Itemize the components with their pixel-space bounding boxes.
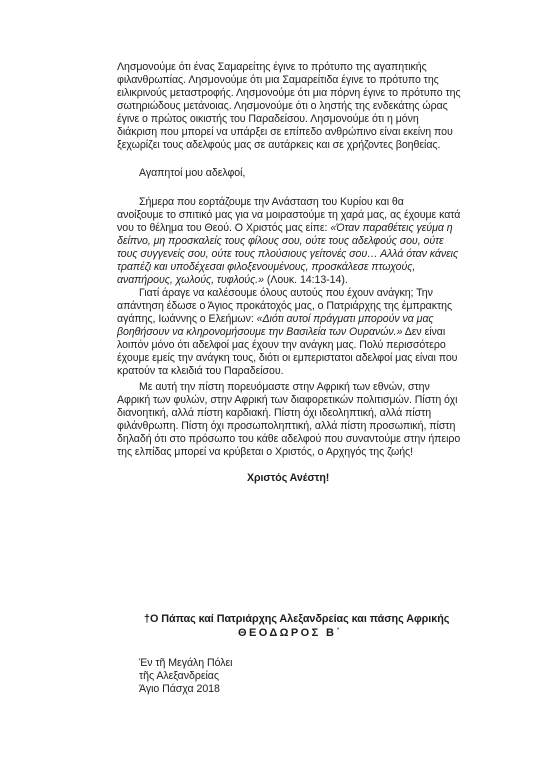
text-line: ειλικρινούς μεταστροφής. Λησμονούμε ότι μια πόρνη έγινε το πρότυπο της [117, 87, 461, 99]
place-line: τῆς Αλεξανδρείας [139, 670, 219, 682]
quote-line: τους συγγενείς σου, ούτε τους πλούσιους γείτονές σου… Αλλά όταν κάνεις [117, 248, 459, 260]
text-line: έγινε ο πρώτος οικιστής του Παραδείσου. Λησμονούμε ότι η μόνη [117, 113, 419, 125]
text-line: Με αυτή την πίστη πορευόμαστε στην Αφρική των εθνών, στην [139, 381, 430, 393]
text-line: δηλαδή ότι στο πρόσωπο του κάθε αδελφού που συναντούμε στην ήπειρο [117, 433, 461, 445]
text-line: έχουμε εμείς την ανάγκη τους, διότι οι εμπεριστατοι αδελφοί μας είναι που [117, 352, 458, 364]
text-line [117, 326, 445, 338]
text-segment: νου το θέλημα του Θεού. Ο Χριστός μας είπε: [117, 222, 331, 234]
quote-line: δείπνο, μη προσκαλείς τους φίλους σου, ούτε τους αδελφούς σου, ούτε [117, 235, 444, 247]
text-line: σωτηριώδους μετάνοιας. Λησμονούμε ότι ο ληστής της ενδεκάτης ώρας [117, 100, 448, 112]
quote-line: τραπέζι και υποδέχεσαι φιλοξενουμένους, προσκάλεσε πτωχούς, [117, 261, 416, 273]
date-line: Άγιο Πάσχα 2018 [139, 683, 220, 695]
text-line [117, 274, 348, 286]
signature-name: ΘΕΟΔΩΡΟΣ Β΄ [238, 627, 343, 639]
text-line [117, 313, 434, 325]
citation: (Λουκ. 14:13-14). [263, 274, 348, 286]
quote-segment: βοηθήσουν να κληρονομήσουμε την Βασιλεία των Ουρανών.» [117, 326, 403, 338]
text-segment: αγάπης, Ιωάννης ο Ελεήμων: [117, 313, 257, 325]
text-line: ξεχωρίζει τους αδελφούς μας σε αυτάρκεις και σε χρήζοντες βοηθείας. [117, 139, 441, 151]
text-line: φιλανθρωπίας. Λησμονούμε ότι μια Σαμαρείτιδα έγινε το πρότυπο της [117, 74, 439, 86]
text-line [117, 222, 453, 234]
text-line: λοιπόν μόνο ότι αδελφοί μας έχουν την ανάγκη μας. Πολύ περισσότερο [117, 339, 446, 351]
quote-segment: «Διότι αυτοί πράγματι μπορούν να μας [256, 313, 434, 325]
closing-greeting: Χριστός Ανέστη! [247, 472, 330, 484]
text-line: της ελπίδας μπορεί να κρύβεται ο Χριστός, ο Αρχηγός της ζωής! [117, 446, 414, 458]
text-line: Γιατί άραγε να καλέσουμε όλους αυτούς που έχουν ανάγκη; Την [139, 287, 433, 299]
text-segment: Δεν είναι [402, 326, 446, 338]
text-line: διανοητική, αλλά πίστη καρδιακή. Πίστη όχι ιδεοληπτική, αλλά πίστη [117, 407, 432, 419]
text-line: κρατούν τα κλειδιά του Παραδείσου. [117, 365, 284, 377]
quote-segment: αναπήρους, χωλούς, τυφλούς.» [117, 274, 264, 286]
text-line: Αφρική των φυλών, στην Αφρική των διαφορετικών πολιτισμών. Πίστη όχι [117, 394, 458, 406]
quote-segment: «Όταν παραθέτεις γεύμα η [330, 222, 453, 234]
text-line: απάντηση έδωσε ο Άγιος προκάτοχός μας, ο Πατριάρχης της έμπρακτης [117, 300, 453, 312]
text-line: Λησμονούμε ότι ένας Σαμαρείτης έγινε το πρότυπο της αγαπητικής [117, 61, 427, 73]
text-line: ανοίξουμε το σπιτικό μας για να μοιραστούμε τη χαρά μας, ας έχουμε κατά [117, 209, 461, 221]
greeting: Αγαπητοί μου αδελφοί, [139, 167, 246, 179]
text-line: Σήμερα που εορτάζουμε την Ανάσταση του Κυρίου και θα [139, 196, 404, 208]
signature-title: †Ο Πάπας καί Πατριάρχης Αλεξανδρείας και πάσης Αφρικής [144, 613, 450, 625]
text-line: φιλάνθρωπη. Πίστη όχι προσωποληπτική, αλλά πίστη προσωπική, πίστη [117, 420, 456, 432]
text-line: διάκριση που μπορεί να υπάρξει σε επίπεδο ανθρώπινο είναι εκείνη που [117, 126, 453, 138]
place-line: Έν τῆ Μεγάλη Πόλει [139, 657, 233, 669]
